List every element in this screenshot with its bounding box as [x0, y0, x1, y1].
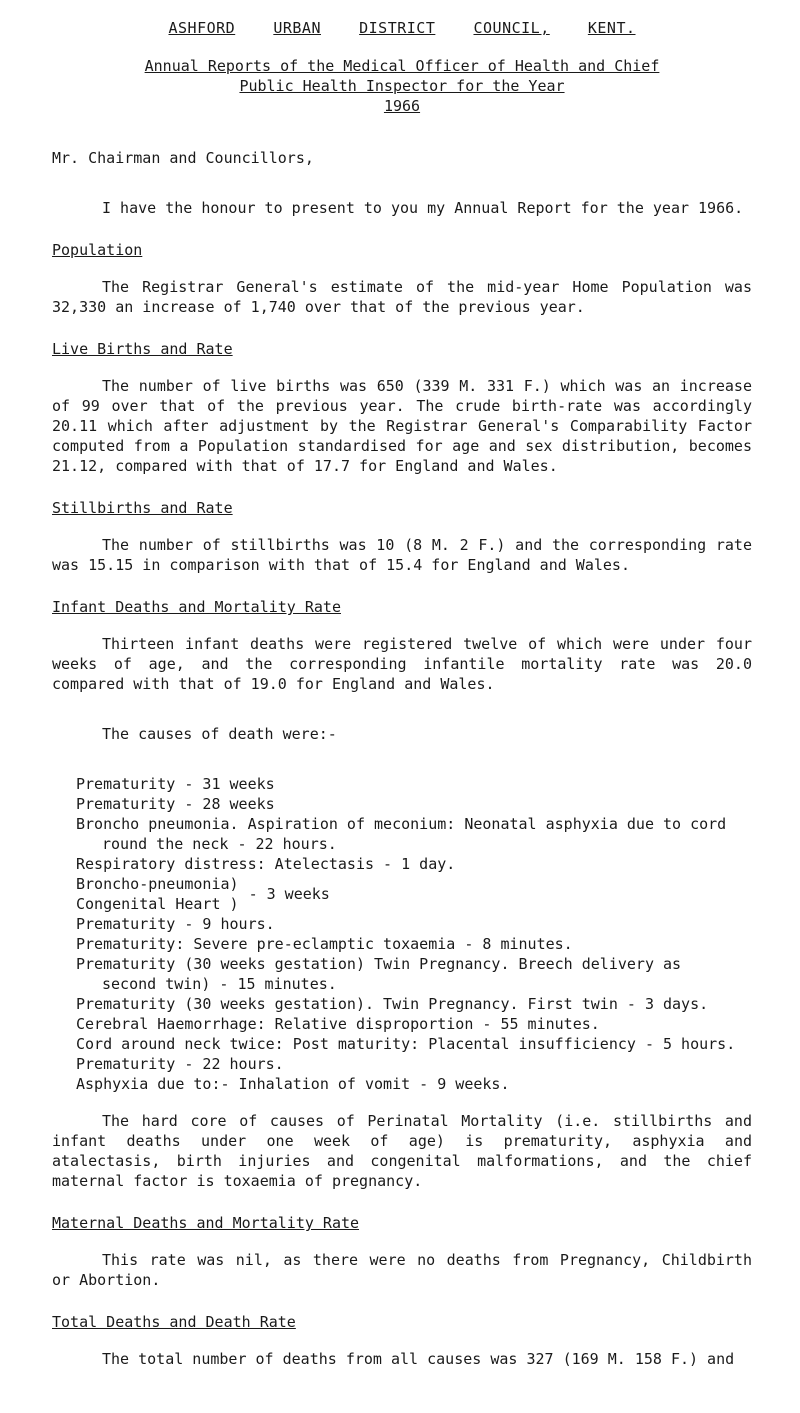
- causes-intro: The causes of death were:-: [102, 725, 337, 743]
- header-word: COUNCIL,: [473, 19, 550, 37]
- population-paragraph: The Registrar General's estimate of the mid-year Home Population was 32,330 an increase of 1,740 over that of the previous year.: [52, 278, 752, 316]
- grouped-cause: Congenital Heart ): [76, 895, 239, 913]
- report-title: [52, 56, 752, 116]
- list-item: Prematurity (30 weeks gestation). Twin Pregnancy. First twin - 3 days.: [76, 995, 709, 1013]
- title-line-1: Annual Reports of the Medical Officer of Health and Chief: [144, 57, 660, 75]
- list-item: Broncho pneumonia. Aspiration of meconium: Neonatal asphyxia due to cord round the neck - 22 hours.: [76, 815, 727, 853]
- list-item: Prematurity (30 weeks gestation) Twin Pregnancy. Breech delivery as second twin) - 15 minutes.: [76, 955, 682, 993]
- list-item: Prematurity: Severe pre-eclamptic toxaemia - 8 minutes.: [76, 935, 573, 953]
- list-item-grouped: [76, 874, 752, 914]
- list-item: Prematurity - 9 hours.: [76, 915, 275, 933]
- section-heading-population: Population: [52, 241, 143, 259]
- section-heading-live-births: Live Births and Rate: [52, 340, 233, 358]
- infant-deaths-paragraph: Thirteen infant deaths were registered twelve of which were under four weeks of age, and the corresponding infantile mortality rate was 20.0 compared with that of 19.0 for England and Wales.: [52, 635, 752, 693]
- document-page: [52, 18, 752, 1369]
- list-item: Cord around neck twice: Post maturity: Placental insufficiency - 5 hours.: [76, 1035, 736, 1053]
- live-births-paragraph: The number of live births was 650 (339 M. 331 F.) which was an increase of 99 over that of the previous year. The crude birth-rate was accordingly 20.11 which after adjustment by the Registrar General's Comparability Factor computed from a Population standardised for age and sex distribution, becomes 21.12, compared with that of 17.7 for England and Wales.: [52, 377, 752, 475]
- section-heading-maternal: Maternal Deaths and Mortality Rate: [52, 1214, 360, 1232]
- list-item: Respiratory distress: Atelectasis - 1 day.: [76, 855, 456, 873]
- header-word: KENT.: [587, 19, 636, 37]
- intro-paragraph: I have the honour to present to you my Annual Report for the year 1966.: [102, 199, 744, 217]
- maternal-paragraph: This rate was nil, as there were no deaths from Pregnancy, Childbirth or Abortion.: [52, 1251, 752, 1289]
- section-heading-stillbirths: Stillbirths and Rate: [52, 499, 233, 517]
- header-word: URBAN: [273, 19, 321, 37]
- grouped-cause: Broncho-pneumonia): [76, 875, 239, 893]
- salutation: Mr. Chairman and Councillors,: [52, 149, 314, 167]
- section-heading-infant-deaths: Infant Deaths and Mortality Rate: [52, 598, 341, 616]
- title-line-2: Public Health Inspector for the Year: [239, 77, 565, 95]
- header-word: ASHFORD: [168, 19, 236, 37]
- section-heading-total-deaths: Total Deaths and Death Rate: [52, 1313, 296, 1331]
- perinatal-summary-paragraph: The hard core of causes of Perinatal Mortality (i.e. stillbirths and infant deaths under one week of age) is prematurity, asphyxia and atalectasis, birth injuries and congenital malformations, and the chief maternal factor is toxaemia of pregnancy.: [52, 1112, 752, 1190]
- total-deaths-paragraph: The total number of deaths from all causes was 327 (169 M. 158 F.) and: [102, 1350, 735, 1368]
- grouped-duration: - 3 weeks: [248, 885, 330, 903]
- list-item: Prematurity - 28 weeks: [76, 795, 275, 813]
- title-year: 1966: [383, 97, 421, 115]
- list-item: Prematurity - 22 hours.: [76, 1055, 284, 1073]
- list-item: Prematurity - 31 weeks: [76, 775, 275, 793]
- causes-list: [52, 774, 752, 1094]
- list-item: Cerebral Haemorrhage: Relative disproportion - 55 minutes.: [76, 1015, 600, 1033]
- list-item: Asphyxia due to:- Inhalation of vomit - 9 weeks.: [76, 1075, 510, 1093]
- stillbirths-paragraph: The number of stillbirths was 10 (8 M. 2 F.) and the corresponding rate was 15.15 in comparison with that of 15.4 for England and Wales.: [52, 536, 752, 574]
- council-header: [52, 18, 752, 38]
- header-word: DISTRICT: [359, 19, 436, 37]
